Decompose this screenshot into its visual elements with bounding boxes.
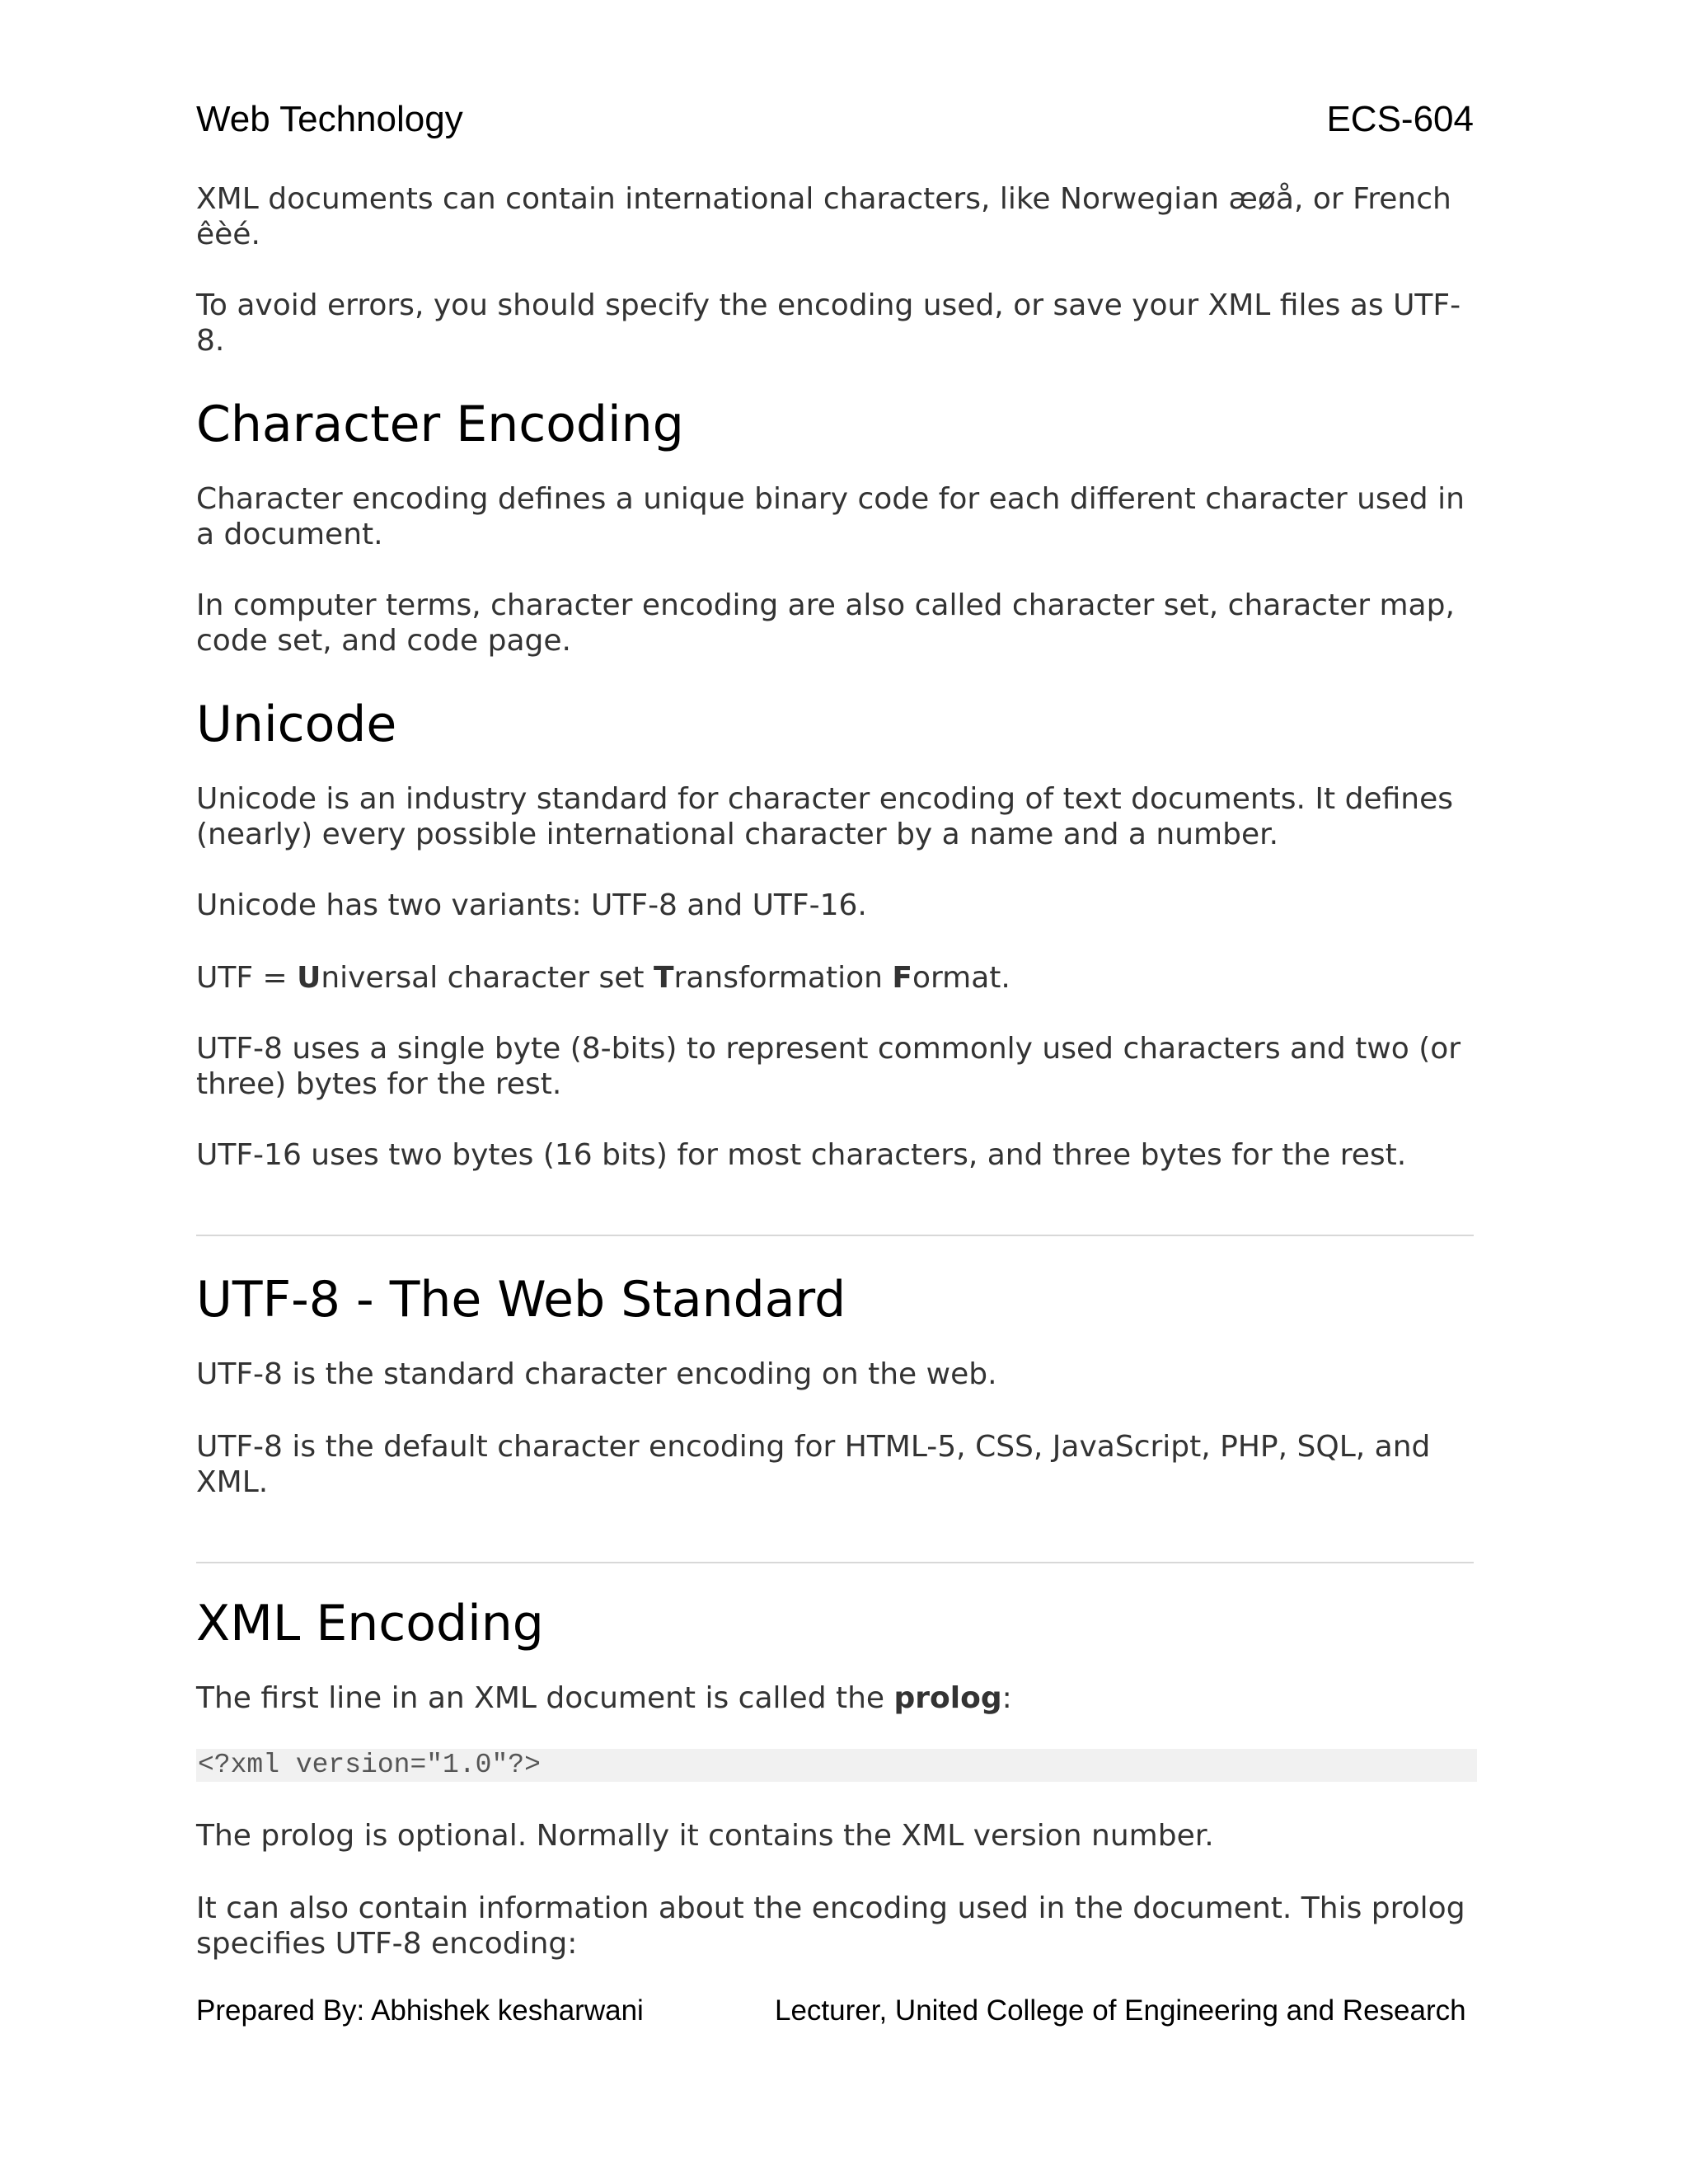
char-encoding-paragraph-2: In computer terms, character encoding are also called character set, character map, code set, and code page.	[196, 588, 1455, 658]
heading-xml-encoding: XML Encoding	[196, 1595, 544, 1652]
xml-encoding-paragraph-2: The prolog is optional. Normally it contains the XML version number.	[196, 1819, 1214, 1853]
utf8-web-paragraph-2: UTF-8 is the default character encoding for HTML-5, CSS, JavaScript, PHP, SQL, and XML.	[196, 1430, 1431, 1499]
unicode-paragraph-utf16: UTF-16 uses two bytes (16 bits) for most characters, and three bytes for the rest.	[196, 1138, 1407, 1172]
footer-affiliation: Lecturer, United College of Engineering and Research	[775, 1994, 1466, 2027]
xml-prolog-code-example: <?xml version="1.0"?>	[196, 1749, 1477, 1782]
xml-encoding-paragraph-3: It can also contain information about the encoding used in the document. This prolog specifies UTF-8 encoding:	[196, 1891, 1465, 1961]
heading-utf8-web-standard: UTF-8 - The Web Standard	[196, 1271, 846, 1329]
footer-author: Prepared By: Abhishek kesharwani	[196, 1994, 644, 2027]
unicode-paragraph-2: Unicode has two variants: UTF-8 and UTF-16.	[196, 888, 867, 922]
heading-unicode: Unicode	[196, 696, 397, 753]
intro-paragraph-2: To avoid errors, you should specify the encoding used, or save your XML files as UTF-8.	[196, 288, 1461, 358]
utf-definition: UTF = Universal character set Transformation Format.	[196, 961, 1010, 995]
heading-character-encoding: Character Encoding	[196, 396, 684, 453]
intro-paragraph-1: XML documents can contain international characters, like Norwegian æøå, or French êèé.	[196, 182, 1451, 251]
document-body	[196, 181, 1474, 1961]
utf8-web-paragraph-1: UTF-8 is the standard character encoding on the web.	[196, 1357, 997, 1391]
unicode-paragraph-utf8: UTF-8 uses a single byte (8-bits) to represent commonly used characters and two (or three) bytes for the rest.	[196, 1032, 1461, 1101]
page-header	[196, 99, 1474, 140]
header-course-title: Web Technology	[196, 99, 463, 139]
char-encoding-paragraph-1: Character encoding defines a unique binary code for each different character used in a document.	[196, 482, 1465, 551]
unicode-paragraph-1: Unicode is an industry standard for character encoding of text documents. It defines (nearly) every possible international character by a name and a number.	[196, 782, 1453, 851]
xml-encoding-paragraph-1: The first line in an XML document is called the prolog:	[196, 1681, 1012, 1715]
header-course-code: ECS-604	[1326, 99, 1474, 139]
document-page	[196, 0, 1474, 2184]
